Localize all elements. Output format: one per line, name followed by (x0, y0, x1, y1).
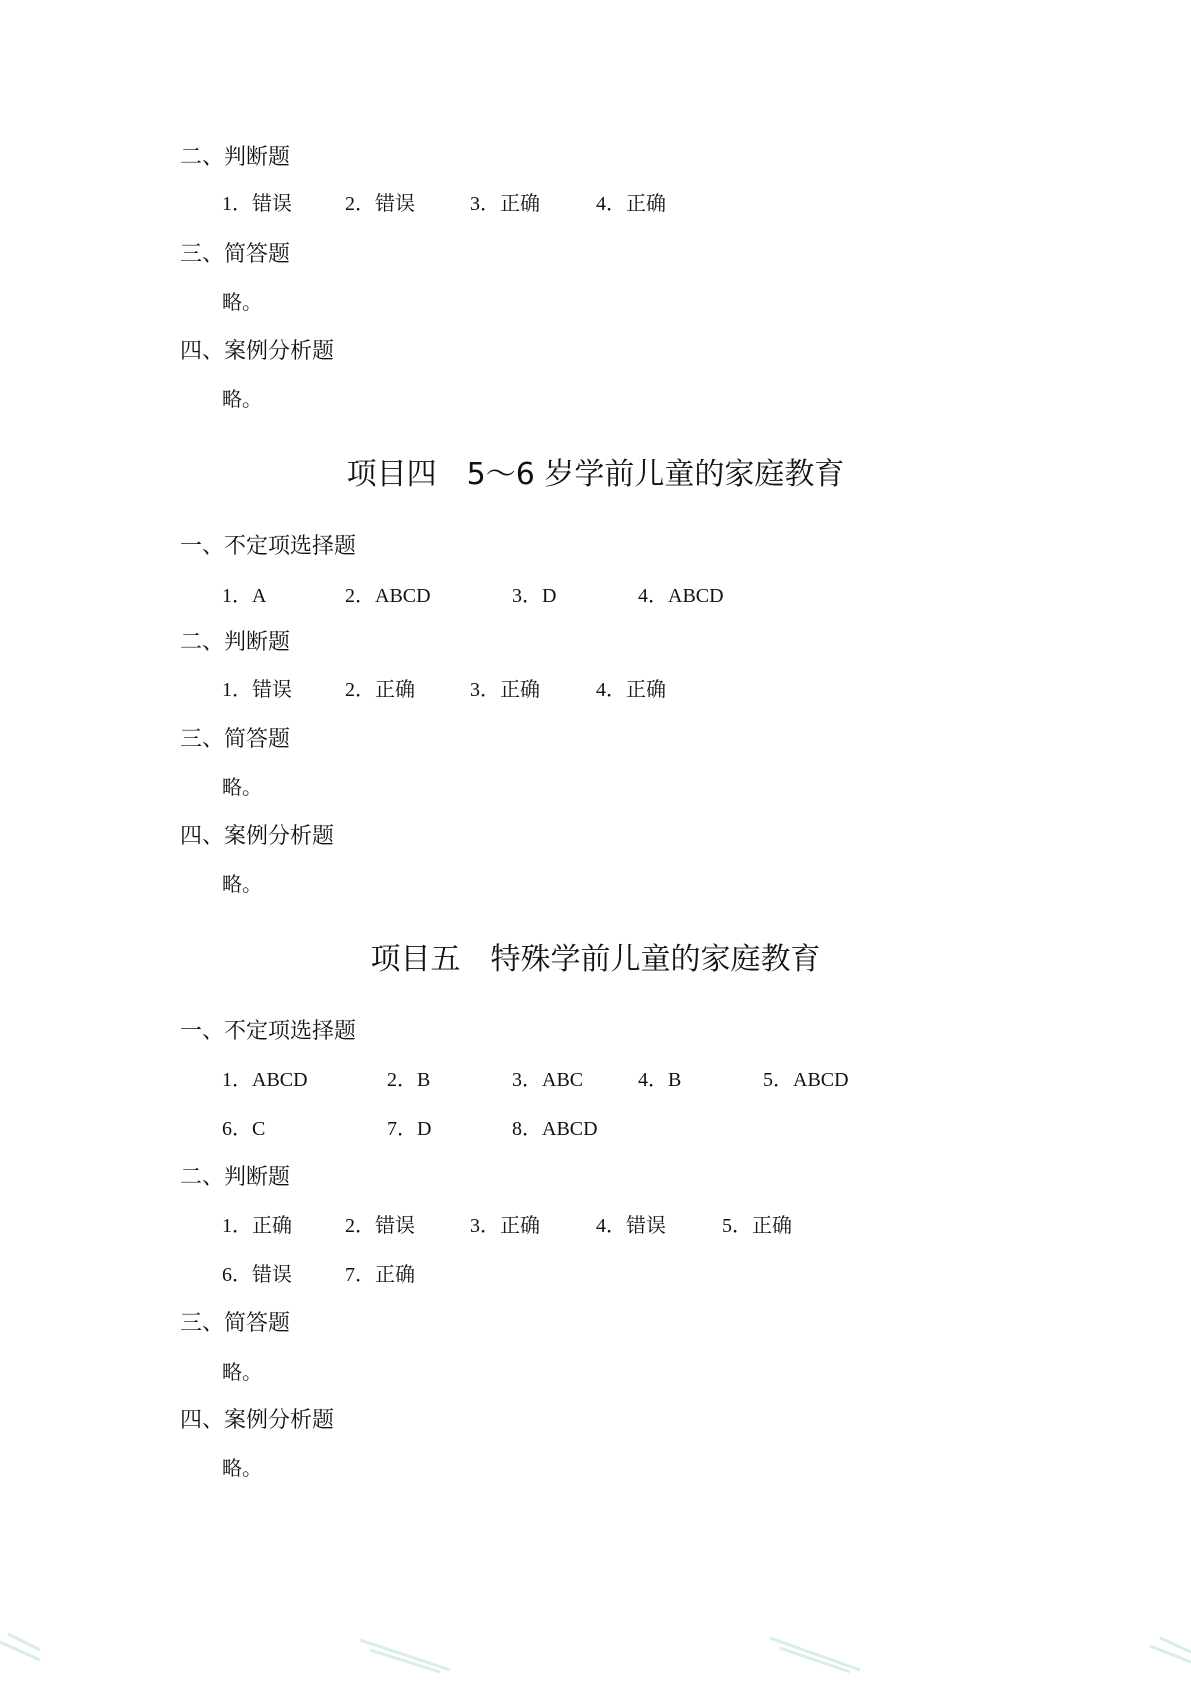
watermark-mark-1 (0, 1634, 40, 1660)
judge-answer-2: 2．错误 (345, 193, 415, 215)
project4-judge-answer-1: 1．错误 (222, 679, 292, 701)
project4-title: 项目四 5～6 岁学前儿童的家庭教育 (346, 457, 845, 492)
project5-mc-answer-3: 3．ABC (512, 1069, 584, 1091)
project5-case-note: 略。 (222, 1456, 262, 1480)
project5-title: 项目五 特殊学前儿童的家庭教育 (370, 942, 821, 977)
watermark-mark-3 (770, 1638, 860, 1672)
project5-mc-answer-1: 1．ABCD (222, 1069, 308, 1091)
project4-mc-answer-1: 1．A (222, 585, 267, 607)
project5-judge-answer-4: 4．错误 (596, 1215, 666, 1237)
project5-short-note: 略。 (222, 1360, 262, 1384)
project5-judge-answer-2: 2．错误 (345, 1215, 415, 1237)
project5-judge-answer-7: 7．正确 (345, 1264, 415, 1286)
project4-mc-answer-4: 4．ABCD (638, 585, 724, 607)
watermark-mark-4 (1150, 1638, 1191, 1662)
judge-answer-1: 1．错误 (222, 193, 292, 215)
project5-judge-answer-3: 3．正确 (470, 1215, 540, 1237)
project5-mc-heading: 一、不定项选择题 (180, 1019, 357, 1044)
project5-judge-answer-5: 5．正确 (722, 1215, 792, 1237)
project4-short-heading: 三、简答题 (180, 727, 291, 752)
case-analysis-note: 略。 (222, 387, 262, 411)
project5-case-heading: 四、案例分析题 (180, 1408, 335, 1433)
project5-mc-answer-2: 2．B (387, 1069, 431, 1091)
project4-mc-heading: 一、不定项选择题 (180, 534, 357, 559)
judge-heading: 二、判断题 (180, 145, 291, 170)
short-answer-note: 略。 (222, 290, 262, 314)
short-answer-heading: 三、简答题 (180, 242, 291, 267)
case-analysis-heading: 四、案例分析题 (180, 339, 335, 364)
project5-judge-answer-6: 6．错误 (222, 1264, 292, 1286)
project5-mc-answer-6: 6．C (222, 1118, 266, 1140)
project5-mc-answer-7: 7．D (387, 1118, 432, 1140)
project4-case-note: 略。 (222, 872, 262, 896)
project5-mc-answer-4: 4．B (638, 1069, 682, 1091)
project4-case-heading: 四、案例分析题 (180, 824, 335, 849)
project5-judge-heading: 二、判断题 (180, 1165, 291, 1190)
watermark-strip (0, 1620, 1191, 1684)
watermark-mark-2 (360, 1640, 450, 1672)
project4-mc-answer-3: 3．D (512, 585, 557, 607)
project4-judge-answer-4: 4．正确 (596, 679, 666, 701)
judge-answer-3: 3．正确 (470, 193, 540, 215)
project5-mc-answer-8: 8．ABCD (512, 1118, 598, 1140)
project4-judge-answer-3: 3．正确 (470, 679, 540, 701)
project4-judge-heading: 二、判断题 (180, 630, 291, 655)
project4-short-note: 略。 (222, 775, 262, 799)
judge-answer-4: 4．正确 (596, 193, 666, 215)
project4-mc-answer-2: 2．ABCD (345, 585, 431, 607)
project5-short-heading: 三、简答题 (180, 1311, 291, 1336)
project5-mc-answer-5: 5．ABCD (763, 1069, 849, 1091)
project4-judge-answer-2: 2．正确 (345, 679, 415, 701)
project5-judge-answer-1: 1．正确 (222, 1215, 292, 1237)
